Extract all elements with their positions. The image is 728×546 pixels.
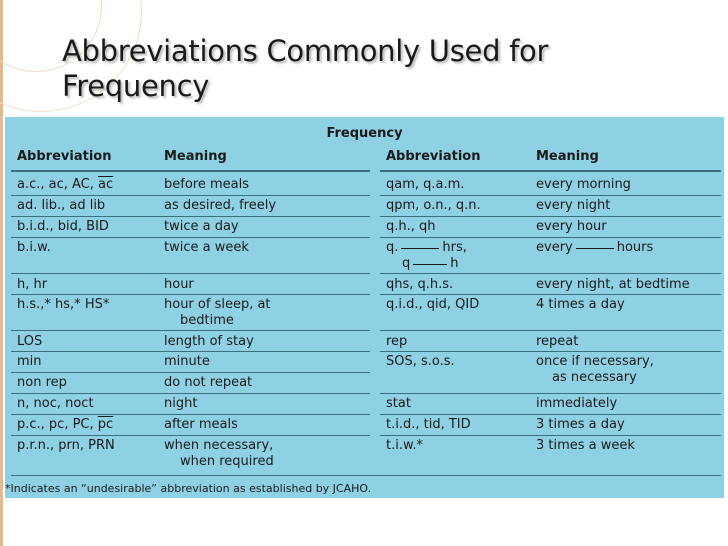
row-divider bbox=[11, 294, 370, 295]
abbreviation-text: hrs, bbox=[442, 240, 467, 255]
column-header-meaning: Meaning bbox=[164, 149, 227, 164]
meaning-cell: twice a day bbox=[164, 219, 239, 234]
row-divider bbox=[11, 351, 370, 352]
meaning-text: every bbox=[536, 240, 573, 255]
meaning-cell: as desired, freely bbox=[164, 198, 277, 213]
meaning-cell: 3 times a day bbox=[536, 417, 625, 432]
meaning-cell: repeat bbox=[536, 334, 579, 349]
table-footnote: *Indicates an “undesirable” abbreviation as established by JCAHO. bbox=[5, 482, 372, 495]
row-divider bbox=[380, 435, 721, 436]
meaning-cell-continued: as necessary bbox=[552, 370, 637, 385]
column-header-meaning: Meaning bbox=[536, 149, 599, 164]
abbreviation-cell: SOS, s.o.s. bbox=[386, 354, 455, 369]
row-divider bbox=[380, 294, 721, 295]
meaning-cell: after meals bbox=[164, 417, 238, 432]
row-divider bbox=[11, 273, 370, 274]
abbreviation-cell: q.h., qh bbox=[386, 219, 436, 234]
abbreviation-cell: LOS bbox=[17, 334, 43, 349]
row-divider bbox=[11, 393, 370, 394]
meaning-cell: before meals bbox=[164, 177, 249, 192]
row-divider bbox=[380, 330, 721, 331]
slide-title bbox=[62, 34, 548, 104]
abbreviation-cell: h.s.,* hs,* HS* bbox=[17, 297, 110, 312]
abbreviation-cell: b.i.d., bid, BID bbox=[17, 219, 109, 234]
abbreviation-cell: stat bbox=[386, 396, 411, 411]
abbreviation-cell: non rep bbox=[17, 375, 67, 390]
frequency-table bbox=[5, 117, 724, 498]
row-divider bbox=[11, 237, 370, 238]
abbreviation-cell: min bbox=[17, 354, 42, 369]
meaning-cell: hour bbox=[164, 277, 194, 292]
meaning-cell-continued: when required bbox=[180, 454, 274, 469]
meaning-cell: immediately bbox=[536, 396, 618, 411]
abbreviation-cell: p.r.n., prn, PRN bbox=[17, 438, 115, 453]
meaning-cell: twice a week bbox=[164, 240, 249, 255]
blank-line bbox=[576, 247, 614, 249]
meaning-cell: hour of sleep, at bbox=[164, 297, 271, 312]
abbreviation-cell: t.i.d., tid, TID bbox=[386, 417, 471, 432]
blank-line bbox=[413, 263, 447, 265]
meaning-cell: every morning bbox=[536, 177, 631, 192]
abbreviation-cell: qpm, o.n., q.n. bbox=[386, 198, 481, 213]
abbreviation-text: q. bbox=[386, 240, 399, 255]
meaning-cell: when necessary, bbox=[164, 438, 274, 453]
meaning-cell: every night bbox=[536, 198, 611, 213]
row-divider bbox=[380, 351, 721, 352]
row-divider bbox=[11, 195, 370, 196]
meaning-cell-continued: bedtime bbox=[180, 313, 234, 328]
row-divider bbox=[380, 216, 721, 217]
abbreviation-cell: b.i.w. bbox=[17, 240, 51, 255]
meaning-cell bbox=[536, 240, 653, 255]
meaning-cell: 4 times a day bbox=[536, 297, 625, 312]
abbreviation-cell: qhs, q.h.s. bbox=[386, 277, 454, 292]
abbreviation-cell: q.i.d., qid, QID bbox=[386, 297, 480, 312]
abbreviation-text: a.c., ac, AC, bbox=[17, 177, 99, 192]
row-divider bbox=[380, 170, 721, 172]
meaning-text: hours bbox=[616, 240, 654, 255]
meaning-cell: every hour bbox=[536, 219, 607, 234]
column-header-abbreviation: Abbreviation bbox=[17, 149, 112, 164]
meaning-cell: every night, at bedtime bbox=[536, 277, 690, 292]
meaning-cell: minute bbox=[164, 354, 210, 369]
column-header-abbreviation: Abbreviation bbox=[386, 149, 481, 164]
abbreviation-cell: t.i.w.* bbox=[386, 438, 424, 453]
abbreviation-cell bbox=[386, 240, 467, 255]
abbreviation-text: p.c., pc, PC, bbox=[17, 417, 98, 432]
slide-title-line: Frequency bbox=[62, 69, 210, 103]
row-divider bbox=[11, 216, 370, 217]
abbreviation-cell bbox=[17, 417, 113, 432]
row-divider bbox=[11, 372, 370, 373]
table-bottom-rule bbox=[11, 475, 721, 476]
row-divider bbox=[380, 273, 721, 274]
blank-line bbox=[401, 247, 439, 249]
abbreviation-cell bbox=[17, 177, 113, 192]
meaning-cell: once if necessary, bbox=[536, 354, 654, 369]
row-divider bbox=[11, 170, 370, 172]
abbreviation-cell: rep bbox=[386, 334, 408, 349]
table-heading: Frequency bbox=[326, 126, 403, 141]
meaning-cell: length of stay bbox=[164, 334, 254, 349]
abbreviation-cell: n, noc, noct bbox=[17, 396, 94, 411]
row-divider bbox=[380, 237, 721, 238]
abbreviation-text: q bbox=[402, 256, 411, 271]
row-divider bbox=[11, 435, 370, 436]
row-divider bbox=[380, 393, 721, 394]
row-divider bbox=[11, 414, 370, 415]
abbreviation-cell: ad. lib., ad lib bbox=[17, 198, 106, 213]
row-divider bbox=[380, 195, 721, 196]
abbreviation-cell: qam, q.a.m. bbox=[386, 177, 465, 192]
meaning-cell: 3 times a week bbox=[536, 438, 635, 453]
abbreviation-text: h bbox=[450, 256, 459, 271]
abbreviation-cell: h, hr bbox=[17, 277, 48, 292]
abbreviation-overline-text: $\overline{ac}$ bbox=[98, 177, 114, 192]
abbreviation-overline-text: $\overline{pc}$ bbox=[97, 417, 114, 432]
row-divider bbox=[380, 414, 721, 415]
slide-title-line: Abbreviations Commonly Used for bbox=[62, 34, 549, 68]
row-divider bbox=[11, 330, 370, 331]
abbreviation-cell-continued bbox=[402, 256, 459, 271]
meaning-cell: do not repeat bbox=[164, 375, 253, 390]
meaning-cell: night bbox=[164, 396, 198, 411]
